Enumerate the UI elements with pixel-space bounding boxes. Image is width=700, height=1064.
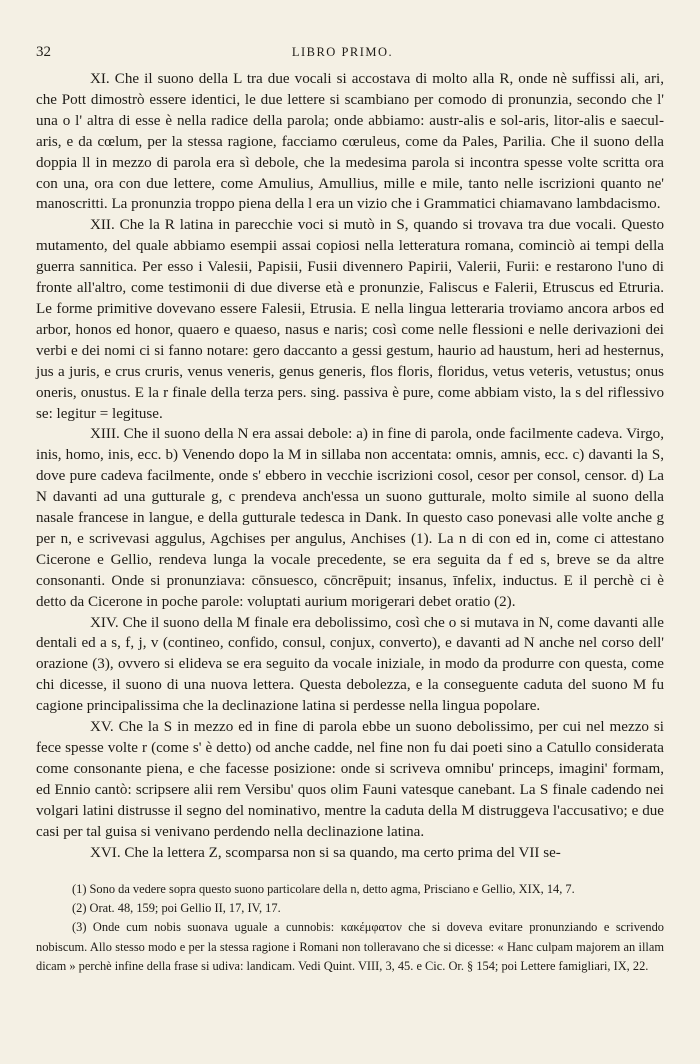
page-header	[36, 44, 664, 61]
page-number: 32	[36, 44, 51, 60]
footnotes	[36, 880, 664, 976]
paragraph-xiv: XIV. Che il suono della M finale era debolissimo, così che o si mutava in N, come davanti alle dentali ed a s, f, j, v (contineo, confido, consul, conjux, converto), e davanti ad N anche nel corso dell' orazione (3), ovvero si elideva se era seguito da vocale iniziale, in modo da produrre con questa, come chi dicesse, il suono di una nuova lettera. Questa debolezza, e la conseguente caduta del suono M fu cagione principalissima che la declinazione latina si perdesse nella lingua popolare.	[36, 614, 664, 715]
footnote-2: (2) Orat. 48, 159; poi Gellio II, 17, IV, 17.	[72, 901, 281, 916]
paragraph-xiii: XIII. Che il suono della N era assai debole: a) in fine di parola, onde facilmente cadeva. Virgo, inis, homo, inis, ecc. b) Venendo dopo la M in sillaba non accentata: omnis, amnis, ecc. c) davanti la S, dove pure cadeva facilmente, onde s' ebbero in vecchie iscrizioni cosol, cesor per consol, censor. d) La N davanti ad una gutturale g, c prendeva anch'essa un suono gutturale, molto simile al suono della nasale francese in langue, e della gutturale tedesca in Dank. In questo caso ponevasi alle volte anche g per n, e scrivevasi aggulus, Agchises per angulus, Anchises (1). La n di con ed in, come ci attestano Cicerone e Gellio, rendeva lunga la vocale precedente, se era seguita da f ed s, breve se da altre consonanti. Onde si pronunziava: cōnsuesco, cōncrēpuit; insanus, īnfelix, inductus. E il perchè ci è detto da Cicerone in poche parole: voluptati aurium morigerari debet oratio (2).	[36, 426, 664, 610]
paragraph-xvi: XVI. Che la lettera Z, scomparsa non si sa quando, ma certo prima del VII se-	[90, 844, 561, 861]
footnote-1: (1) Sono da vedere sopra questo suono particolare della n, detto agma, Prisciano e Gellio, XIX, 14, 7.	[72, 882, 575, 896]
running-title: LIBRO PRIMO.	[291, 45, 394, 59]
paragraph-xv: XV. Che la S in mezzo ed in fine di parola ebbe un suono debolissimo, per cui nel mezzo si fece spesse volte r (come s' è detto) od anche cadde, nel fine non fu dai poeti sino a Catullo considerata come consonante piena, e che facesse posizione: onde si scriveva omnibu' princeps, imagini' formam, ed Ennio cantò: scripsere alii rem Versibu' quos olim Fauni vatesque canebant. La S finale cadendo nei volgari latini distrusse il segno del nominativo, mentre la caduta della M distruggeva l'accusativo; e due casi per tal guisa si venivano perdendo nella declinazione latina.	[36, 719, 664, 840]
main-text	[36, 69, 664, 863]
paragraph-xii: XII. Che la R latina in parecchie voci si mutò in S, quando si trovava tra due vocali. Questo mutamento, del quale abbiamo esempii assai copiosi nella letteratura romana, cominciò ai tempi della guerra sannitica. Per esso i Valesii, Papisii, Fusii divennero Papirii, Valerii, Furii: e restarono l'uno di fronte all'altro, come testimonii di due diverse età e pronunzie, Faliscus e Falerii, Etruscus ed Etruria. Le forme primitive dovevano essere Falesii, Etrusia. E nella lingua letteraria troviamo ancora arbos ed arbor, honos ed honor, quaero e quaeso, nasus e naris; così come nelle flessioni e nelle derivazioni dei verbi e dei nomi ci si fanno notare: gero daccanto a gessi gestum, haurio ad haustum, heri ad hesternus, jus a juris, e crus cruris, venus veneris, genus generis, flos floris, floridus, vetus veteris, vetustus; onus oneris, onustus. E la r finale della terza pers. sing. passiva è pure, come abbiam visto, la s del riflessivo se: legitur = legituse.	[36, 217, 664, 422]
footnote-3: (3) Onde cum nobis suonava uguale a cunnobis: κακέμφατον che si doveva evitare pronunziando e scrivendo nobiscum. Allo stesso modo e per la stessa ragione i Romani non tolleravano che si dicesse: « Hanc culpam majorem an illam dicam » perchè infine della frase si udiva: landicam. Vedi Quint. VIII, 3, 45. e Cic. Or. § 154; poi Lettere famigliari, IX, 22.	[36, 920, 664, 973]
paragraph-xi: XI. Che il suono della L tra due vocali si accostava di molto alla R, onde nè suffissi ali, ari, che Pott dimostrò essere identici, le due lettere si scambiano per comodo di pronunzia, secondo che l' una o l' altra di esse è nella radice della parola; onde abbiamo: austr-alis e sol-aris, litor-alis e saecul-aris, e da cœlum, per la stessa ragione, facciamo cœruleus, come da Pales, Parilia. Che il suono della doppia ll in mezzo di parola era sì debole, che la medesima parola si incontra spesse volte scritta ora con una, ora con due lettere, come Amulius, Amullius, mille e mile, tanto nelle iscrizioni quanto ne' manoscritti. La pronunzia troppo piena della l era un vizio che i Grammatici chiamavano lambdacismo.	[36, 71, 664, 213]
